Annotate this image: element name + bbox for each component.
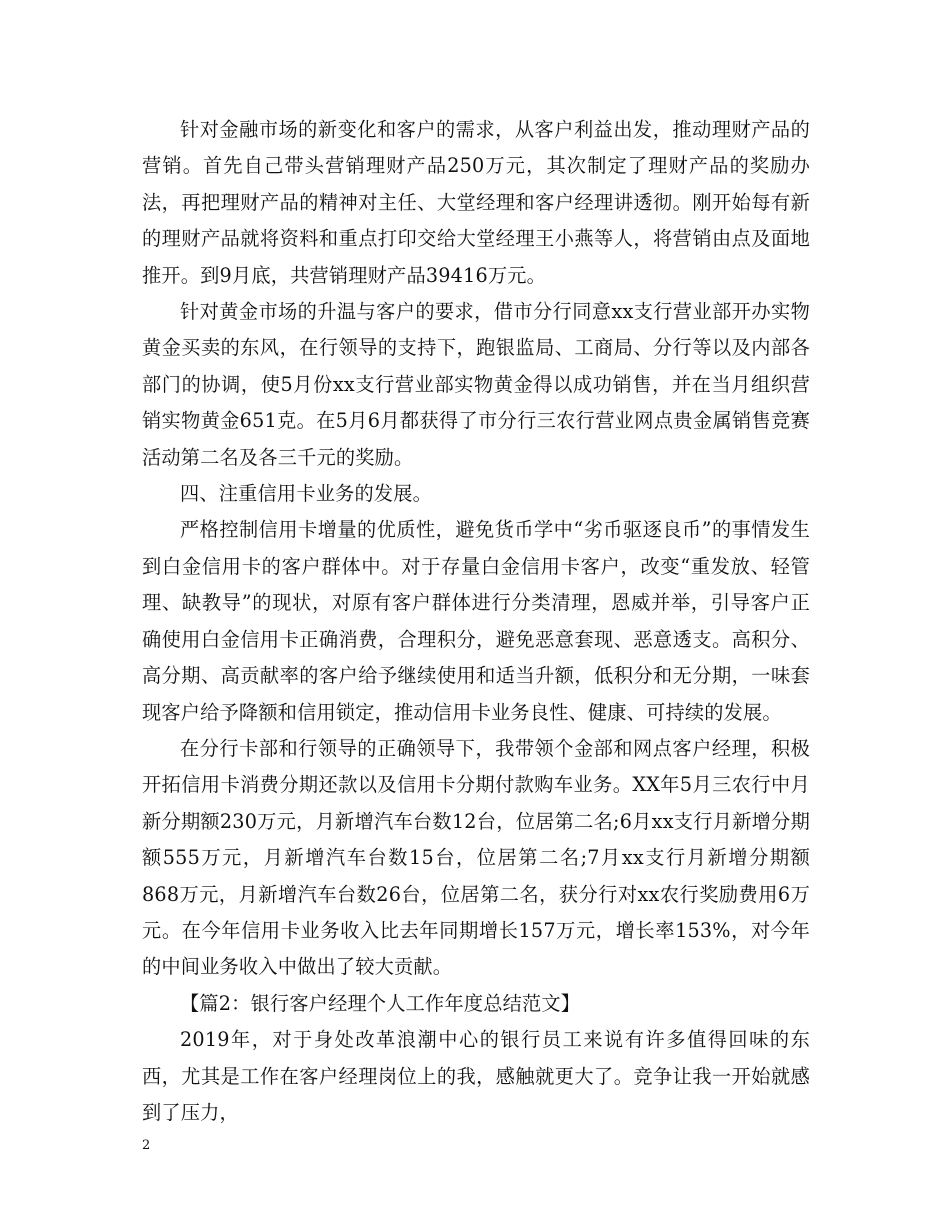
paragraph-installment-business: 在分行卡部和行领导的正确领导下，我带领个金部和网点客户经理，积极开拓信用卡消费分期还款以及信用卡分期付款购车业务。XX年5月三农行中月新分期额230万元，月新增汽车台数12台，位居第二名;6月xx支行月新增分期额555万元，月新增汽车台数15台，位居第二名;7月xx支行月新增分期额 868万元，月新增汽车台数26台，位居第二名，获分行对xx农行奖励费用6万元。在今年信用卡业务收入比去年同期增长157万元，增长率153%，对今年的中间业务收入中做出了较大贡献。: [142, 736, 810, 979]
article-title-part-2: 【篇2：银行客户经理个人工作年度总结范文】: [180, 991, 581, 1015]
paragraph-credit-card-quality: 严格控制信用卡增量的优质性，避免货币学中“劣币驱逐良币”的事情发生到白金信用卡的客户群体中。对于存量白金信用卡客户，改变“重发放、轻管理、缺教导”的现状，对原有客户群体进行分类清理，恩威并举，引导客户正确使用白金信用卡正确消费，合理积分，避免恶意套现、恶意透支。高积分、高分期、高贡献率的客户给予继续使用和适当升额，低积分和无分期，一味套现客户给予降额和信用锁定，推动信用卡业务良性、健康、可持续的发展。: [142, 518, 810, 724]
section-heading-credit-card: 四、注重信用卡业务的发展。: [180, 482, 433, 506]
paragraph-wealth-products: 针对金融市场的新变化和客户的需求，从客户利益出发，推动理财产品的营销。首先自己带头营销理财产品250万元，其次制定了理财产品的奖励办法，再把理财产品的精神对主任、大堂经理和客户经理讲透彻。刚开始每有新的理财产品就将资料和重点打印交给大堂经理王小燕等人，将营销由点及面地推开。到9月底，共营销理财产品39416万元。: [142, 118, 810, 287]
document-body: [142, 112, 810, 1131]
page-number: 2: [142, 1138, 151, 1153]
paragraph-2019-summary: 2019年，对于身处改革浪潮中心的银行员工来说有许多值得回味的东西，尤其是工作在客户经理岗位上的我，感触就更大了。竞争让我一开始就感到了压力，: [142, 1028, 810, 1124]
paragraph-gold-sales: 针对黄金市场的升温与客户的要求，借市分行同意xx支行营业部开办实物黄金买卖的东风，在行领导的支持下，跑银监局、工商局、分行等以及内部各部门的协调，使5月份xx支行营业部实物黄金得以成功销售，并在当月组织营销实物黄金651克。在5月6月都获得了市分行三农行营业网点贵金属销售竞赛活动第二名及各三千元的奖励。: [142, 300, 810, 469]
